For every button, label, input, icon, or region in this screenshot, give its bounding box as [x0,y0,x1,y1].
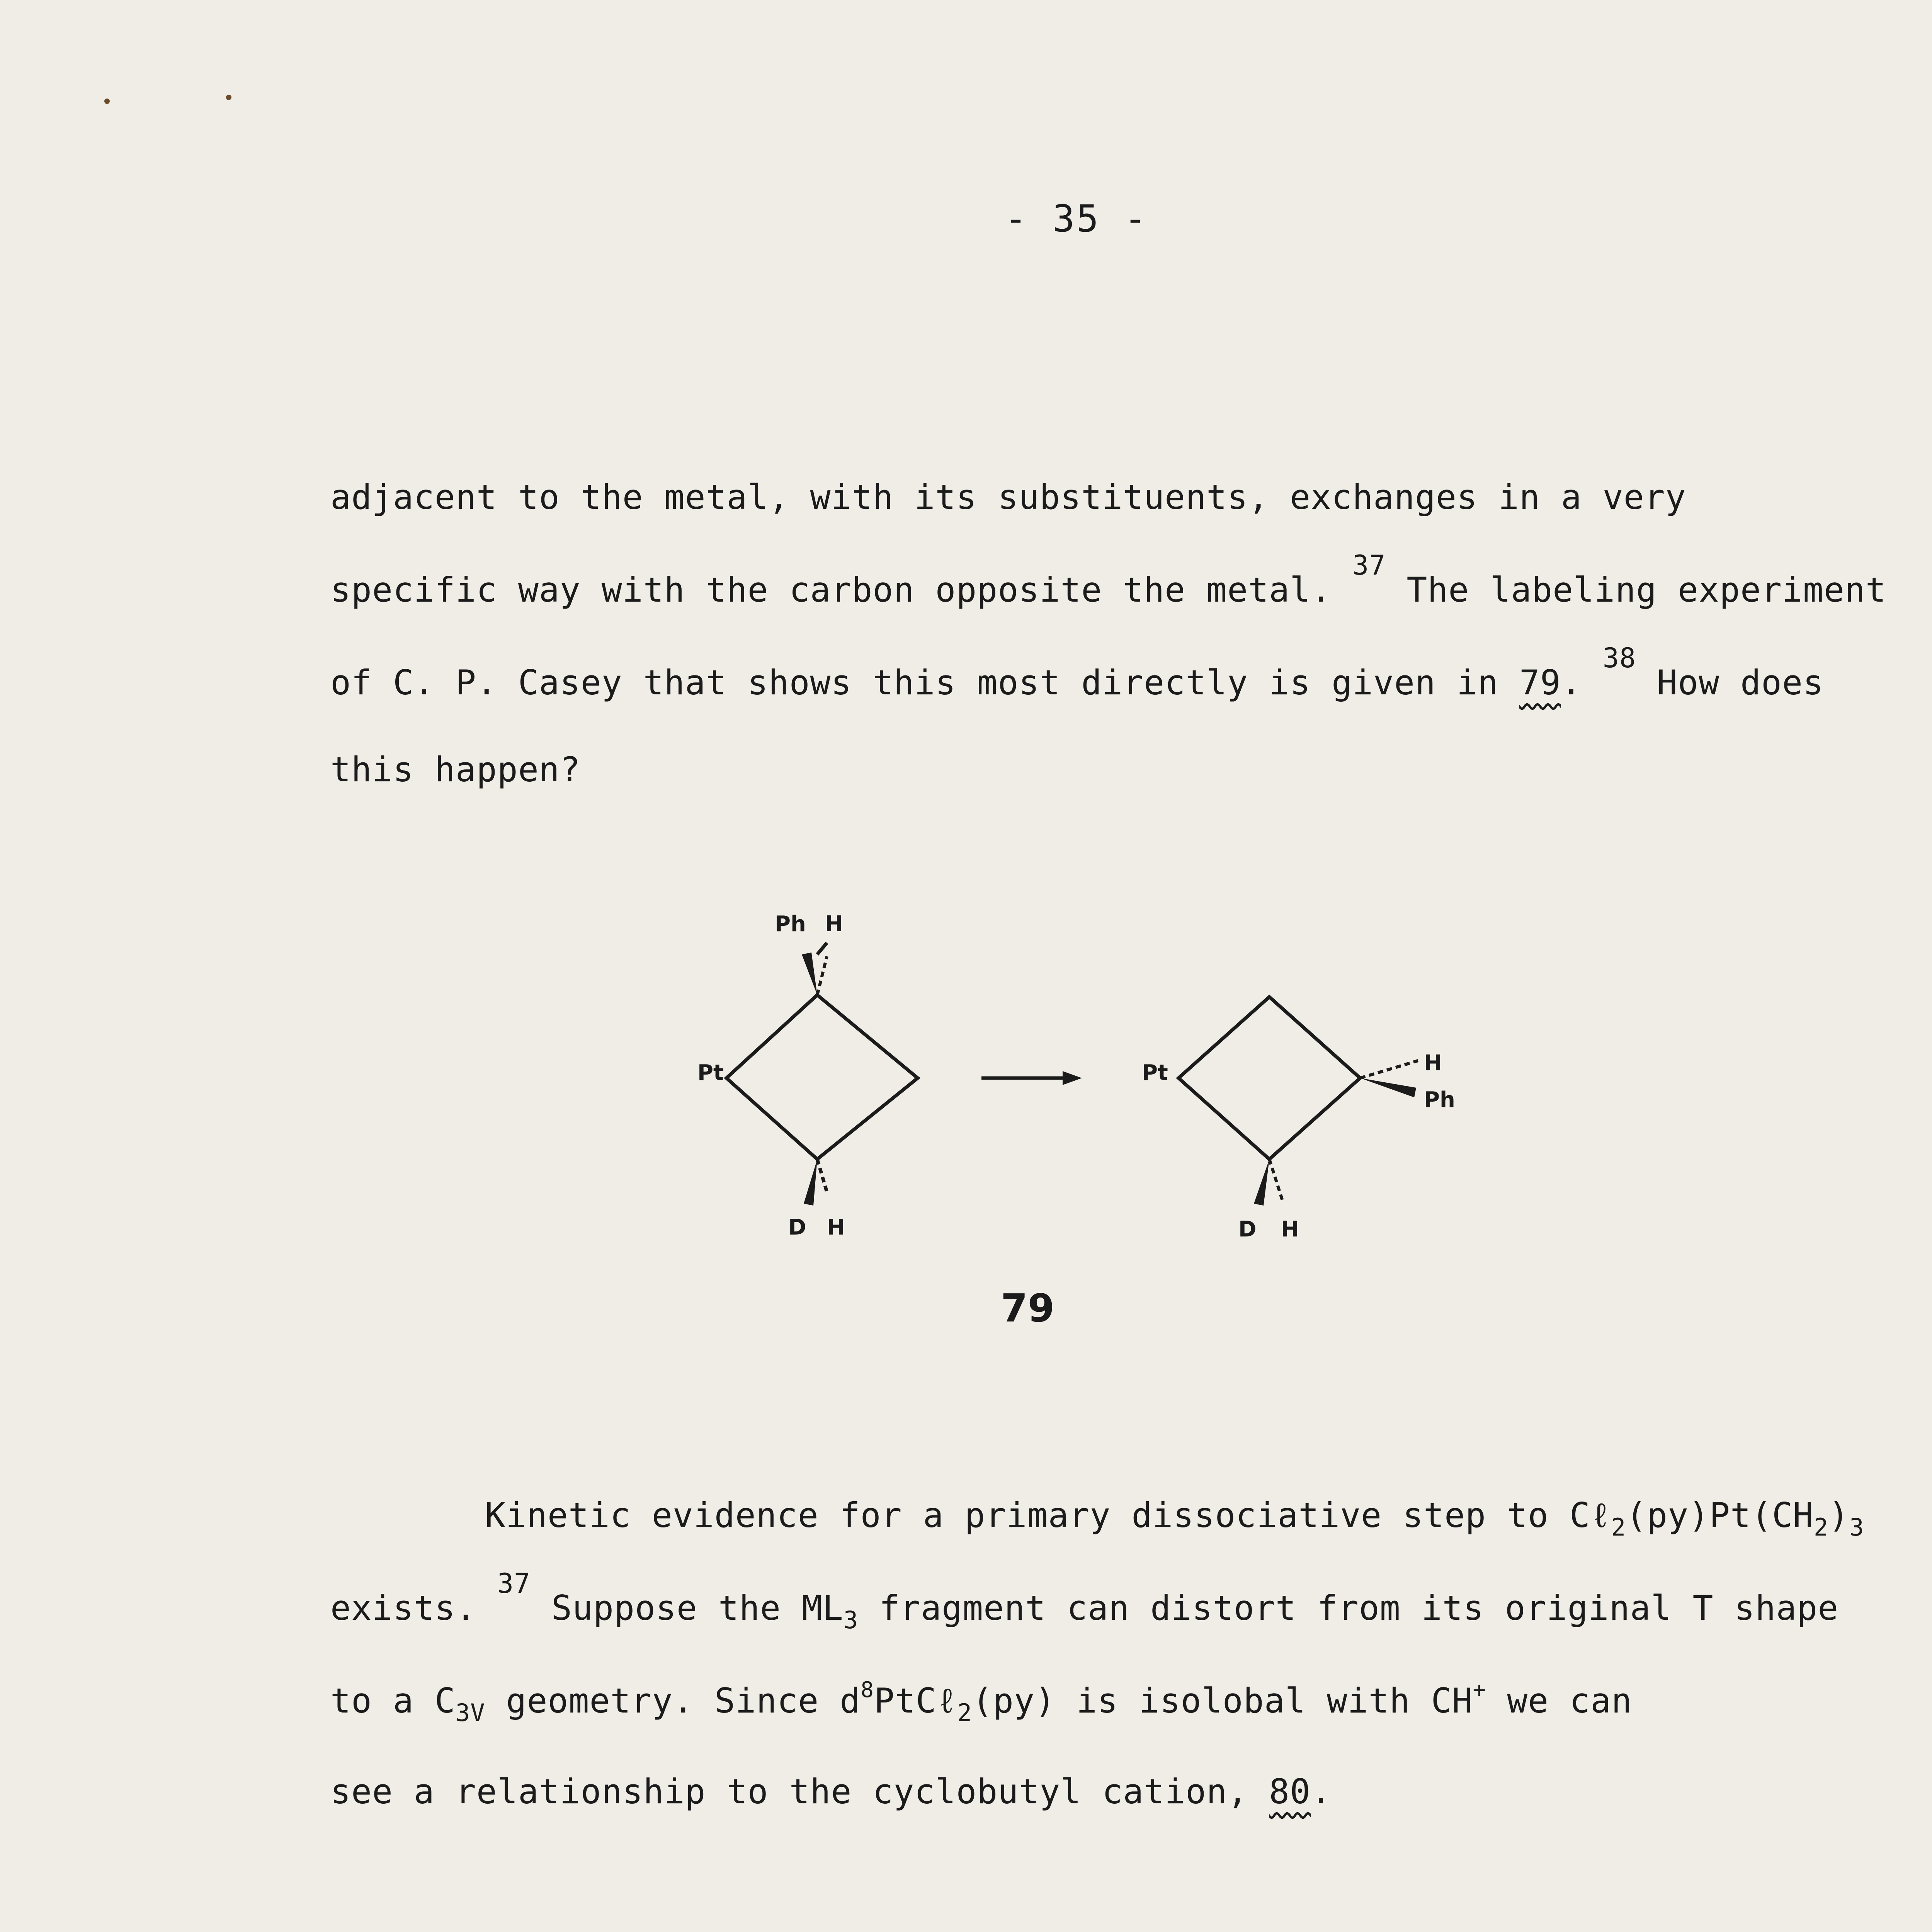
reference-number: 37 [1352,549,1386,581]
reference-number: 38 [1602,642,1636,674]
atom-h: H [827,1215,845,1240]
atom-h: H [1281,1217,1299,1242]
compound-label-79: 79 [1001,1286,1055,1331]
text-run: . [1311,1772,1332,1811]
reference-number: 37 [497,1568,531,1599]
formula-part: C [434,1681,456,1721]
atom-pt: Pt [697,1060,724,1085]
formula-subscript: 3 [843,1606,859,1634]
paragraph1-line4: this happen? [330,750,581,789]
atom-d: D [788,1215,806,1240]
atom-h: H [825,912,843,937]
compound-reference-80: 80 [1269,1772,1311,1811]
atom-pt: Pt [1142,1060,1168,1085]
paragraph1-line1: adjacent to the metal, with its substituents, exchanges in a very [330,477,1686,517]
formula-superscript: 8 [861,1677,874,1702]
text-run: Kinetic evidence for a primary dissociative step to [485,1495,1549,1535]
compound-reference-79: 79 [1519,663,1561,702]
formula-subscript: 2 [1813,1513,1829,1541]
formula-part: (py)Pt(CH [1626,1495,1814,1535]
atom-ph: Ph [1424,1087,1455,1112]
atom-ph: Ph [775,912,806,937]
text-run: to a [330,1681,414,1721]
page-number: - 35 - [1005,197,1148,240]
formula-subscript: 2 [957,1699,972,1727]
text-run: . [1561,663,1582,702]
text-run: specific way with the carbon opposite the metal. [330,570,1332,610]
text-run: fragment can distort from its original T shape [879,1588,1839,1628]
text-run: exists. [330,1588,476,1628]
atom-d: D [1238,1217,1257,1242]
formula-part: Cℓ [1570,1495,1611,1535]
text-run: The labeling experiment [1406,570,1886,610]
atom-h: H [1424,1051,1442,1076]
text-run: of C. P. Casey that shows this most directly is given in [330,663,1498,702]
formula-subscript: 2 [1611,1513,1626,1541]
text-run: see a relationship to the cyclobutyl cation, [330,1772,1248,1811]
text-run: (py) is isolobal with CH [972,1681,1473,1721]
formula-part: ) [1828,1495,1850,1535]
formula-superscript: + [1473,1677,1486,1702]
formula-part: ML [801,1588,844,1628]
text-run: How does [1657,663,1824,702]
text-run: we can [1507,1681,1633,1721]
formula-part: PtCℓ [874,1681,957,1721]
text-run: Suppose the [551,1588,781,1628]
formula-subscript: 3 [1849,1513,1864,1541]
text-run: geometry. Since d [506,1681,861,1721]
formula-subscript: 3V [455,1699,485,1727]
